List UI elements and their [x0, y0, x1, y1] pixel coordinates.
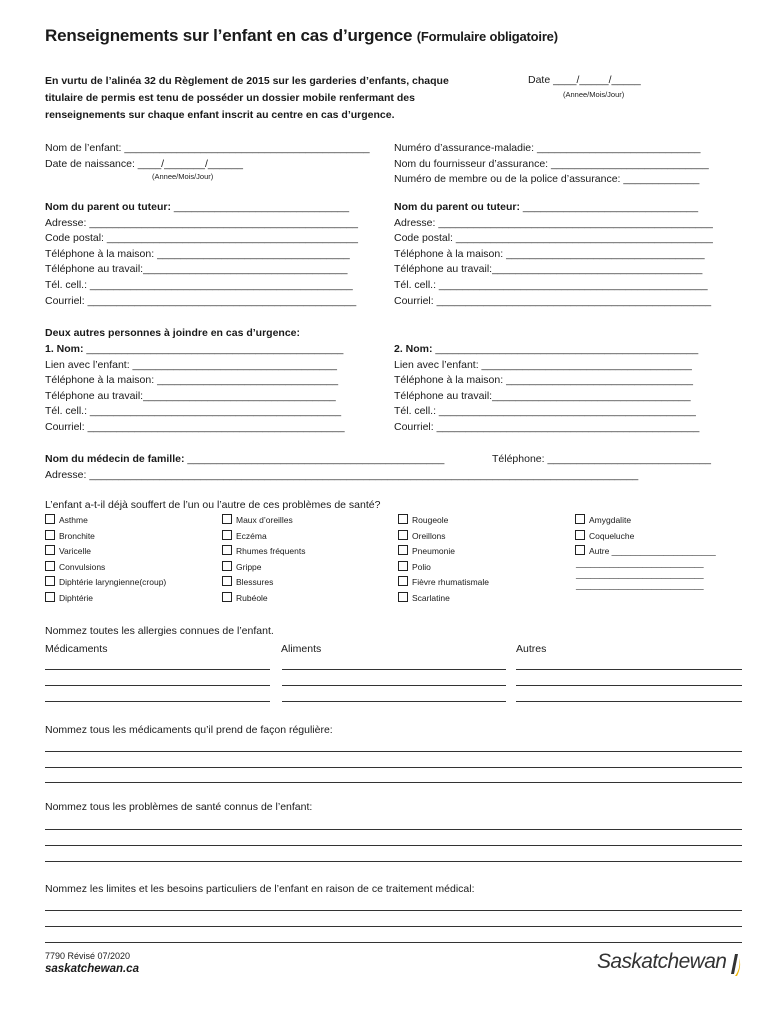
checkbox-box[interactable] [45, 545, 55, 555]
allergy-food-line[interactable] [282, 669, 506, 670]
checkbox-box[interactable] [45, 576, 55, 586]
checkbox-box[interactable] [45, 530, 55, 540]
parent2-cell-field[interactable]: Tél. cell.: ______________________________________________ [394, 278, 708, 291]
problems-line[interactable] [45, 845, 742, 846]
checkbox-label: Varicelle [59, 546, 91, 557]
checkbox-box[interactable] [222, 561, 232, 571]
checkbox-box[interactable] [222, 514, 232, 524]
health-question: L’enfant a-t-il déjà souffert de l’un ou l’autre de ces problèmes de santé? [45, 499, 381, 511]
checkbox-varicelle[interactable] [45, 544, 166, 560]
doctor-address-field[interactable]: Adresse: ______________________________________________________________________________________________ [45, 469, 639, 481]
website-link[interactable]: saskatchewan.ca [45, 963, 139, 975]
medications-line[interactable] [45, 782, 742, 783]
checkbox-oreillons[interactable] [398, 529, 489, 545]
checkbox-label: Bronchite [59, 530, 95, 541]
other-line[interactable]: ___________________________ [576, 580, 704, 590]
checkbox-label: Rhumes fréquents [236, 546, 306, 557]
contact2-work-phone-field[interactable]: Téléphone au travail:__________________________________ [394, 389, 691, 402]
parent1-address-field[interactable]: Adresse: ______________________________________________ [45, 216, 358, 229]
limits-line[interactable] [45, 942, 742, 943]
insurer-field[interactable]: Nom du fournisseur d’assurance: ___________________________ [394, 157, 709, 170]
medications-line[interactable] [45, 751, 742, 752]
contact1-name-line: ____________________________________________ [83, 343, 344, 355]
health-other-lines [576, 557, 704, 590]
checkbox-box[interactable] [45, 561, 55, 571]
contact2-cell-field[interactable]: Tél. cell.: ____________________________________________ [394, 405, 696, 418]
form-code: 7790 Révisé 07/2020 [45, 951, 131, 961]
allergy-med-line[interactable] [45, 685, 270, 686]
parent1-cell-field[interactable]: Tél. cell.: _____________________________________________ [45, 278, 353, 291]
checkbox-label: Diphtérie [59, 592, 94, 603]
checkbox-box[interactable] [398, 545, 408, 555]
checkbox-label: Convulsions [59, 561, 106, 572]
checkbox-label: Rougeole [412, 515, 449, 525]
checkbox-bronchite[interactable] [45, 529, 166, 545]
doctor-name-field[interactable] [45, 452, 444, 468]
allergy-other-line[interactable] [516, 685, 742, 686]
checkbox-convulsions[interactable] [45, 560, 166, 576]
logo-text: Saskatchewan [597, 950, 727, 973]
checkbox-box[interactable] [398, 576, 408, 586]
doctor-phone-field[interactable]: Téléphone: ____________________________ [492, 453, 711, 465]
contact2-email-field[interactable]: Courriel: _____________________________________________ [394, 420, 700, 433]
checkbox-label: Blessures [236, 577, 274, 588]
problems-question: Nommez tous les problèmes de santé connus de l’enfant: [45, 801, 313, 813]
contact1-cell-field[interactable]: Tél. cell.: ___________________________________________ [45, 405, 342, 418]
health-col-4 [575, 513, 716, 560]
allergy-other-line[interactable] [516, 669, 742, 670]
parent2-work-phone-field[interactable]: Téléphone au travail:____________________________________ [394, 263, 703, 276]
allergies-header-medications: Médicaments [45, 643, 108, 655]
contact1-name-field[interactable] [45, 342, 345, 358]
contact2-relation-field[interactable]: Lien avec l’enfant: ____________________________________ [394, 358, 692, 371]
contact1-home-phone-field[interactable]: Téléphone à la maison: _______________________________ [45, 374, 339, 387]
form-title-main: Renseignements sur l’enfant en cas d’urgence [45, 26, 413, 45]
parent2-block [394, 200, 713, 309]
parent2-address-field[interactable]: Adresse: _______________________________________________ [394, 216, 713, 229]
checkbox-asthme[interactable] [45, 513, 166, 529]
other-line[interactable]: ___________________________ [576, 558, 704, 568]
health-col-1 [45, 513, 166, 607]
checkbox-croup[interactable] [45, 575, 166, 591]
parent1-block [45, 200, 358, 309]
parent2-email-field[interactable]: Courriel: _______________________________________________ [394, 294, 712, 307]
contact1-email-field[interactable]: Courriel: ____________________________________________ [45, 420, 345, 433]
checkbox-polio[interactable] [398, 560, 489, 576]
contact2-name-line: _____________________________________________ [432, 343, 699, 355]
health-col-3 [398, 513, 489, 607]
date-hint: (Annee/Mois/Jour) [563, 90, 625, 99]
child-name-field[interactable]: Nom de l’enfant: __________________________________________ [45, 142, 370, 154]
checkbox-label: Eczéma [236, 530, 267, 541]
logo-flame-icon [725, 950, 743, 978]
limits-line[interactable] [45, 926, 742, 927]
checkbox-pneumonie[interactable] [398, 544, 489, 560]
checkbox-label: Maux d’oreilles [236, 515, 293, 525]
checkbox-box[interactable] [398, 561, 408, 571]
allergy-food-line[interactable] [282, 701, 506, 702]
checkbox-label: Coqueluche [589, 530, 635, 541]
child-birthdate-field[interactable]: Date de naissance: ____/_______/______ [45, 157, 243, 170]
policy-number-field[interactable]: Numéro de membre ou de la police d’assurance: _____________ [394, 173, 700, 186]
limits-question: Nommez les limites et les besoins particuliers de l’enfant en raison de ce traitement médical: [45, 883, 475, 895]
checkbox-label: Polio [412, 561, 431, 572]
contact2-name-label: 2. Nom: [394, 343, 433, 355]
checkbox-label: Pneumonie [412, 546, 456, 557]
checkbox-scarlatine[interactable] [398, 591, 489, 607]
checkbox-blessures[interactable] [222, 575, 305, 591]
allergy-med-line[interactable] [45, 701, 270, 702]
checkbox-box[interactable] [222, 592, 232, 602]
checkbox-label: Oreillons [412, 530, 446, 541]
checkbox-label: Scarlatine [412, 592, 450, 603]
checkbox-label: Grippe [236, 561, 262, 572]
checkbox-diphterie[interactable] [45, 591, 166, 607]
checkbox-box[interactable] [45, 592, 55, 602]
checkbox-amygdalite[interactable] [575, 513, 716, 529]
doctor-name-label: Nom du médecin de famille: [45, 453, 185, 465]
parent2-postal-field[interactable]: Code postal: ____________________________________________ [394, 232, 713, 245]
problems-line[interactable] [45, 861, 742, 862]
child-info-left [45, 141, 370, 172]
checkbox-box[interactable] [45, 514, 55, 524]
contact1-block [45, 342, 345, 436]
checkbox-label: Fièvre rhumatismale [412, 577, 489, 588]
parent1-home-phone-field[interactable]: Téléphone à la maison: _________________________________ [45, 247, 350, 260]
allergy-med-line[interactable] [45, 669, 270, 670]
form-title-sub: (Formulaire obligatoire) [416, 29, 558, 44]
checkbox-label: Rubéole [236, 592, 268, 603]
contact1-relation-field[interactable]: Lien avec l’enfant: ___________________________________ [45, 358, 337, 371]
intro-paragraph: En vurtu de l’alinéa 32 du Règlement de 2015 sur les garderies d’enfants, chaque titulaire de permis est tenu de posséder un dossier mobile renfermant des renseignements sur chaque enfant inscrit au centre en cas d’urgence. [45, 75, 449, 121]
saskatchewan-logo [597, 950, 747, 980]
allergy-food-line[interactable] [282, 685, 506, 686]
checkbox-maux-oreilles[interactable] [222, 513, 305, 529]
health-col-2 [222, 513, 305, 607]
problems-line[interactable] [45, 829, 742, 830]
checkbox-box[interactable] [222, 545, 232, 555]
contact1-name-label: 1. Nom: [45, 343, 84, 355]
checkbox-box[interactable] [222, 530, 232, 540]
checkbox-box[interactable] [575, 514, 585, 524]
checkbox-grippe[interactable] [222, 560, 305, 576]
parent1-work-phone-field[interactable]: Téléphone au travail:___________________________________ [45, 263, 348, 276]
contact1-work-phone-field[interactable]: Téléphone au travail:_________________________________ [45, 389, 336, 402]
checkbox-box[interactable] [575, 545, 585, 555]
checkbox-rubeole[interactable] [222, 591, 305, 607]
parent2-name-field[interactable] [394, 200, 713, 216]
contacts-heading: Deux autres personnes à joindre en cas d’urgence: [45, 327, 300, 339]
medications-line[interactable] [45, 767, 742, 768]
checkbox-box[interactable] [575, 530, 585, 540]
parent1-name-field[interactable] [45, 200, 358, 216]
parent2-home-phone-field[interactable]: Téléphone à la maison: __________________________________ [394, 247, 705, 260]
parent2-name-label: Nom du parent ou tuteur: [394, 201, 520, 213]
checkbox-coqueluche[interactable] [575, 529, 716, 545]
checkbox-box[interactable] [222, 576, 232, 586]
doctor-name-line: ____________________________________________ [184, 453, 445, 465]
contact2-home-phone-field[interactable]: Téléphone à la maison: ________________________________ [394, 374, 693, 387]
checkbox-box[interactable] [398, 592, 408, 602]
allergies-question: Nommez toutes les allergies connues de l’enfant. [45, 625, 274, 637]
checkbox-label: Asthme [59, 515, 88, 525]
checkbox-rougeole[interactable] [398, 513, 489, 529]
checkbox-eczema[interactable] [222, 529, 305, 545]
checkbox-label: Autre ______________________ [589, 546, 716, 557]
allergies-header-other: Autres [516, 643, 547, 655]
checkbox-box[interactable] [398, 530, 408, 540]
checkbox-label: Amygdalite [589, 515, 632, 525]
checkbox-box[interactable] [398, 514, 408, 524]
checkbox-fievre[interactable] [398, 575, 489, 591]
health-number-field[interactable]: Numéro d’assurance-maladie: ____________________________ [394, 142, 701, 154]
parent1-postal-field[interactable]: Code postal: ___________________________________________ [45, 232, 358, 245]
allergy-other-line[interactable] [516, 701, 742, 702]
other-line[interactable]: ___________________________ [576, 569, 704, 579]
date-field[interactable]: Date ____/_____/_____ [528, 74, 641, 86]
medications-question: Nommez tous les médicaments qu’il prend de façon régulière: [45, 724, 333, 736]
parent1-name-line: ______________________________ [171, 201, 350, 213]
contact2-name-field[interactable] [394, 342, 699, 358]
checkbox-label: Diphtérie laryngienne(croup) [59, 577, 167, 588]
parent1-email-field[interactable]: Courriel: ______________________________________________ [45, 294, 357, 307]
parent2-name-line: ______________________________ [520, 201, 699, 213]
checkbox-rhumes[interactable] [222, 544, 305, 560]
limits-line[interactable] [45, 910, 742, 911]
birthdate-hint: (Annee/Mois/Jour) [152, 172, 214, 181]
contact2-block [394, 342, 699, 436]
allergies-header-foods: Aliments [281, 643, 322, 655]
parent1-name-label: Nom du parent ou tuteur: [45, 201, 171, 213]
child-info-right [394, 141, 709, 188]
form-title [45, 26, 558, 46]
